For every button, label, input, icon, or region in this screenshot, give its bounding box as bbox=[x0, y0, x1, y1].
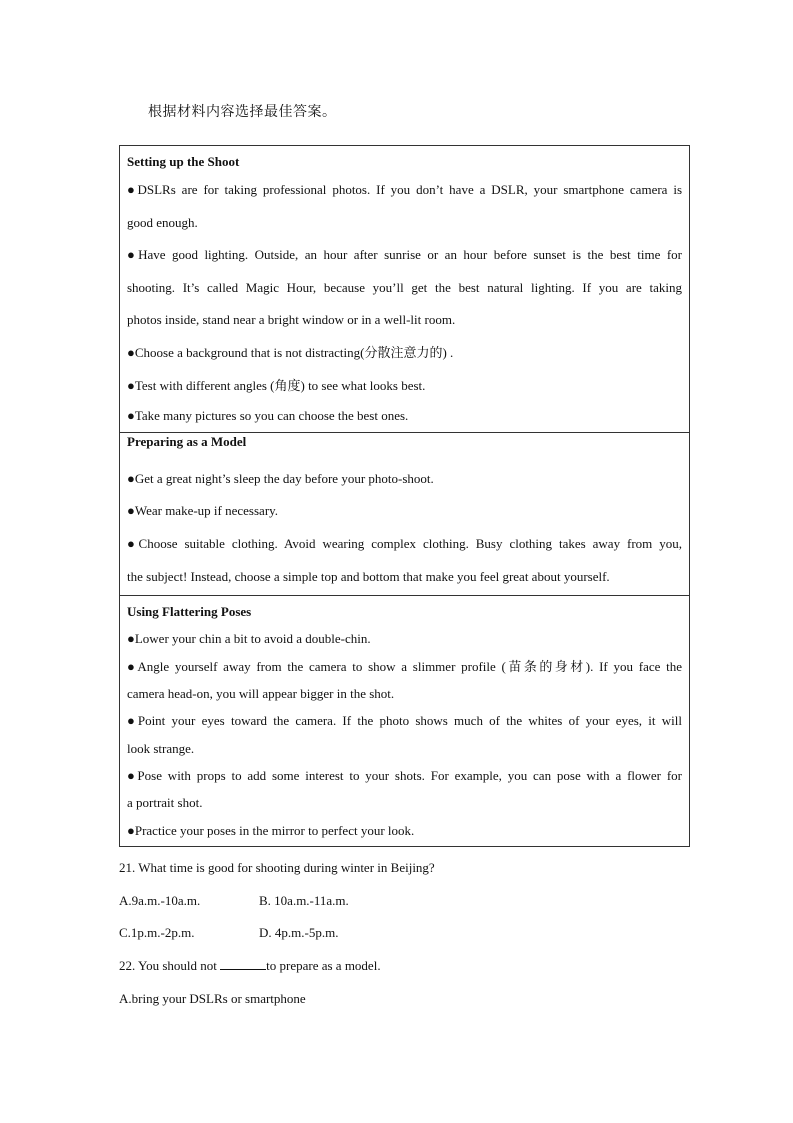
section-line: the subject! Instead, choose a simple top and bottom that make you feel great about yourself. bbox=[127, 569, 610, 585]
section-row bbox=[120, 146, 690, 433]
option-a: A.9a.m.-10a.m. bbox=[119, 892, 201, 908]
section-poses bbox=[120, 596, 690, 847]
option-b: B. 10a.m.-11a.m. bbox=[259, 892, 349, 908]
answer-blank bbox=[220, 957, 266, 970]
questions-block bbox=[119, 852, 690, 1015]
section-line: ●Practice your poses in the mirror to perfect your look. bbox=[127, 822, 415, 838]
section-setting-up bbox=[120, 146, 690, 433]
question-21-stem: 21. What time is good for shooting during winter in Beijing? bbox=[119, 860, 435, 875]
section-line: ●Point your eyes toward the camera. If the photo shows much of the whites of your eyes, it will bbox=[127, 713, 682, 729]
section-preparing bbox=[120, 433, 690, 596]
section-line: ●Wear make-up if necessary. bbox=[127, 503, 279, 519]
section-row bbox=[120, 433, 690, 596]
section-line: look strange. bbox=[127, 740, 195, 756]
section-line: camera head-on, you will appear bigger in the shot. bbox=[127, 686, 395, 702]
section-line: shooting. It’s called Magic Hour, because you’ll get the best natural lighting. If you are taking bbox=[127, 279, 682, 295]
section-title: Using Flattering Poses bbox=[127, 604, 252, 620]
question-22-stem bbox=[119, 950, 690, 983]
section-title: Setting up the Shoot bbox=[127, 154, 240, 169]
section-line: ●Have good lighting. Outside, an hour after sunrise or an hour before sunset is the best time for bbox=[127, 247, 682, 263]
section-line: ●Get a great night’s sleep the day before your photo-shoot. bbox=[127, 471, 434, 487]
section-line: ●Test with different angles (角度) to see what looks best. bbox=[127, 377, 426, 393]
option-d: D. 4p.m.-5p.m. bbox=[259, 925, 339, 941]
material-table bbox=[119, 145, 690, 847]
question-22-stem-after: to prepare as a model. bbox=[266, 958, 381, 974]
instruction-text: 根据材料内容选择最佳答案。 bbox=[148, 104, 337, 120]
question-21-options-row-1 bbox=[119, 885, 690, 918]
section-line: ●Angle yourself away from the camera to show a slimmer profile (苗条的身材). If you face the bbox=[127, 658, 682, 674]
section-line: ●Take many pictures so you can choose the best ones. bbox=[127, 408, 409, 424]
section-title: Preparing as a Model bbox=[127, 434, 247, 450]
section-line: ●DSLRs are for taking professional photos. If you don’t have a DSLR, your smartphone camera is bbox=[127, 182, 682, 197]
section-line: ●Pose with props to add some interest to your shots. For example, you can pose with a flower for bbox=[127, 767, 682, 783]
section-line: ●Lower your chin a bit to avoid a double-chin. bbox=[127, 631, 371, 647]
section-line: good enough. bbox=[127, 214, 198, 230]
section-line: photos inside, stand near a bright window or in a well-lit room. bbox=[127, 312, 456, 328]
question-22-option-a: A.bring your DSLRs or smartphone bbox=[119, 990, 306, 1006]
option-c: C.1p.m.-2p.m. bbox=[119, 925, 195, 941]
section-line: ●Choose a background that is not distracting(分散注意力的) . bbox=[127, 344, 454, 360]
section-row bbox=[120, 596, 690, 847]
question-21-options-row-2 bbox=[119, 917, 690, 950]
section-line: ●Choose suitable clothing. Avoid wearing complex clothing. Busy clothing takes away from you, bbox=[127, 536, 682, 552]
section-line: a portrait shot. bbox=[127, 795, 203, 811]
question-22-stem-before: 22. You should not bbox=[119, 958, 221, 974]
